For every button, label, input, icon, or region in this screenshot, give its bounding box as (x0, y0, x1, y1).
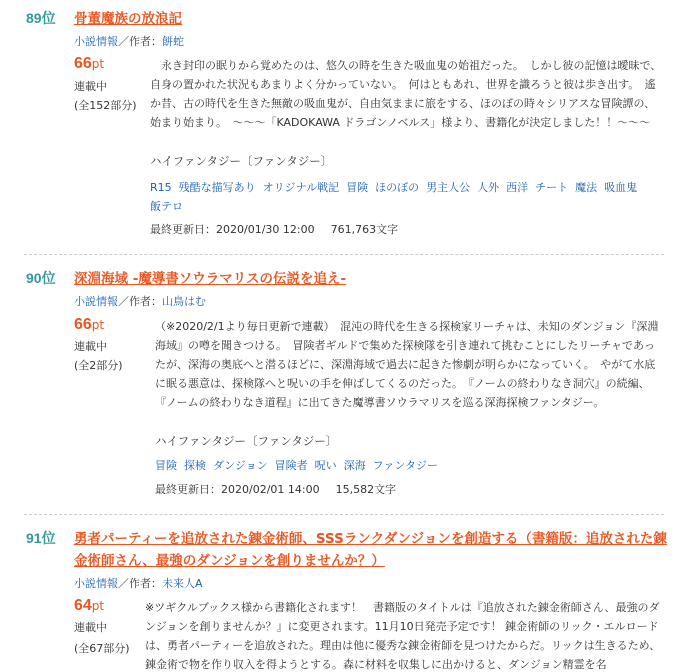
novel-info-link[interactable]: 小説情報 (74, 295, 118, 308)
tag-link[interactable]: 吸血鬼 (604, 181, 638, 194)
parts-count: (全152部分) (74, 99, 137, 112)
char-count: 15,582文字 (335, 483, 397, 496)
points-unit: pt (91, 318, 105, 332)
novel-info-link[interactable]: 小説情報 (74, 577, 118, 590)
novel-meta (74, 576, 203, 592)
tag-link[interactable]: 飯テロ (150, 200, 183, 213)
tag-link[interactable]: 冒険 (346, 181, 369, 194)
last-updated (155, 482, 396, 498)
tag-link[interactable]: 人外 (477, 181, 500, 194)
tag-link[interactable]: 深海 (343, 459, 366, 472)
tag-link[interactable]: 冒険者 (274, 459, 308, 472)
points-unit: pt (91, 599, 105, 613)
author-separator: ／作者： (118, 295, 162, 308)
novel-description: ※ツギクルブックス様から書籍化されます！ 書籍版のタイトルは『追放された錬金術師さん、最強のダンジョンを創りませんか？』に変更されます。11月10日発売予定です！ 錬金術師のリック・エルロードは、勇者パーティーを追放された。理由は他に優秀な錬金術師を見つけたからだ。リックは生きるため、錬金術で物を作り収入を得ようとする。森に材料を収集しに出かけると、ダンジョン精霊を名 (145, 601, 661, 671)
points (74, 317, 104, 334)
rank-label: 90位 (26, 270, 56, 286)
status-label: 連載中 (74, 621, 107, 634)
points-unit: pt (91, 57, 105, 71)
updated-label: 最終更新日： (155, 483, 221, 496)
parts-count: (全2部分) (74, 359, 123, 372)
tag-link[interactable]: 男主人公 (426, 181, 471, 194)
tag-link[interactable]: チート (535, 181, 569, 194)
tag-link[interactable]: ほのぼの (375, 181, 420, 194)
last-updated (150, 222, 398, 238)
author-separator: ／作者： (118, 577, 162, 590)
novel-meta (74, 34, 184, 50)
updated-label: 最終更新日： (150, 223, 216, 236)
genre-label: ハイファンタジー〔ファンタジー〕 (155, 434, 338, 448)
points (74, 56, 104, 73)
tag-link[interactable]: ダンジョン (213, 459, 268, 472)
tag-link[interactable]: 冒険 (155, 459, 177, 472)
rank-label: 89位 (26, 10, 56, 26)
tag-link[interactable]: 西洋 (506, 181, 529, 194)
points-value: 64 (74, 597, 92, 614)
tag-link[interactable]: 魔法 (575, 181, 598, 194)
tag-link[interactable]: ファンタジー (372, 459, 438, 472)
points-value: 66 (74, 316, 92, 333)
rank-label: 91位 (26, 530, 56, 546)
author-link[interactable]: 餅蛇 (162, 35, 184, 48)
points-value: 66 (74, 55, 92, 72)
novel-description: （※2020/2/1より毎日更新で連載） 混沌の時代を生きる探検家リーチャは、未知のダンジョン『深淵海域』の噂を聞きつける。 冒険者ギルドで集めた探検隊を引き連れて挑むことにしたリーチャであったが、深海の奥底へと潜るほどに、深淵海域で過去に起きた惨劇が明らかになっていく。 やがて水底に眠る悪意は、探検隊へと呪いの手を伸ばしてくるのだった。 『ノームの終わりなき洞穴』の続編、『ノームの終わりなき道程』に出てきた魔導書ソウラマリスを巡る深海探検ファンタジー。 (155, 320, 659, 409)
tag-link[interactable]: R15 (150, 181, 172, 194)
parts-count: (全67部分) (74, 642, 130, 655)
novel-meta (74, 294, 206, 310)
updated-datetime: 2020/01/30 12:00 (216, 223, 315, 236)
entry-divider (24, 514, 664, 515)
genre-label: ハイファンタジー〔ファンタジー〕 (150, 154, 333, 168)
tag-link[interactable]: オリジナル戦記 (262, 181, 340, 194)
novel-info-link[interactable]: 小説情報 (74, 35, 118, 48)
novel-description: 永き封印の眠りから覚めたのは、悠久の時を生きた吸血鬼の始祖だった。 しかし彼の記憶は曖昧で、自身の置かれた状況もあまりよく分かっていない。 何はともあれ、世界を識ろうと彼は歩き出す。 遙か昔、古の時代を生きた無敵の吸血鬼が、自由気ままに旅をする、ほのぼの時々シリアスな冒険譚の、始まり始まり。 ～～～「KADOKAWA ドラゴンノベルス」様より、書籍化が決定しました！！～～～ (150, 59, 662, 129)
tag-link[interactable]: 探検 (184, 459, 206, 472)
char-count: 761,763文字 (330, 223, 399, 236)
author-separator: ／作者： (118, 35, 162, 48)
novel-title-link[interactable]: 深淵海域 -魔導書ソウラマリスの伝説を追え- (74, 271, 347, 287)
status-label: 連載中 (74, 80, 107, 93)
points (74, 598, 104, 615)
tag-link[interactable]: 残酷な描写あり (178, 181, 256, 194)
author-link[interactable]: 山鳥はむ (162, 295, 206, 308)
novel-title-link[interactable]: 勇者パーティーを追放された錬金術師、SSSランクダンジョンを創造する（書籍版：追放された錬金術師さん、最強のダンジョンを創りませんか？） (74, 531, 667, 569)
updated-datetime: 2020/02/01 14:00 (221, 483, 320, 496)
novel-title-link[interactable]: 骨董魔族の放浪記 (74, 11, 182, 27)
status-label: 連載中 (74, 340, 107, 353)
entry-divider (24, 254, 664, 255)
tag-link[interactable]: 呪い (314, 459, 337, 472)
tag-list (150, 178, 650, 216)
author-link[interactable]: 未来人A (162, 577, 203, 590)
tag-list (155, 456, 655, 475)
